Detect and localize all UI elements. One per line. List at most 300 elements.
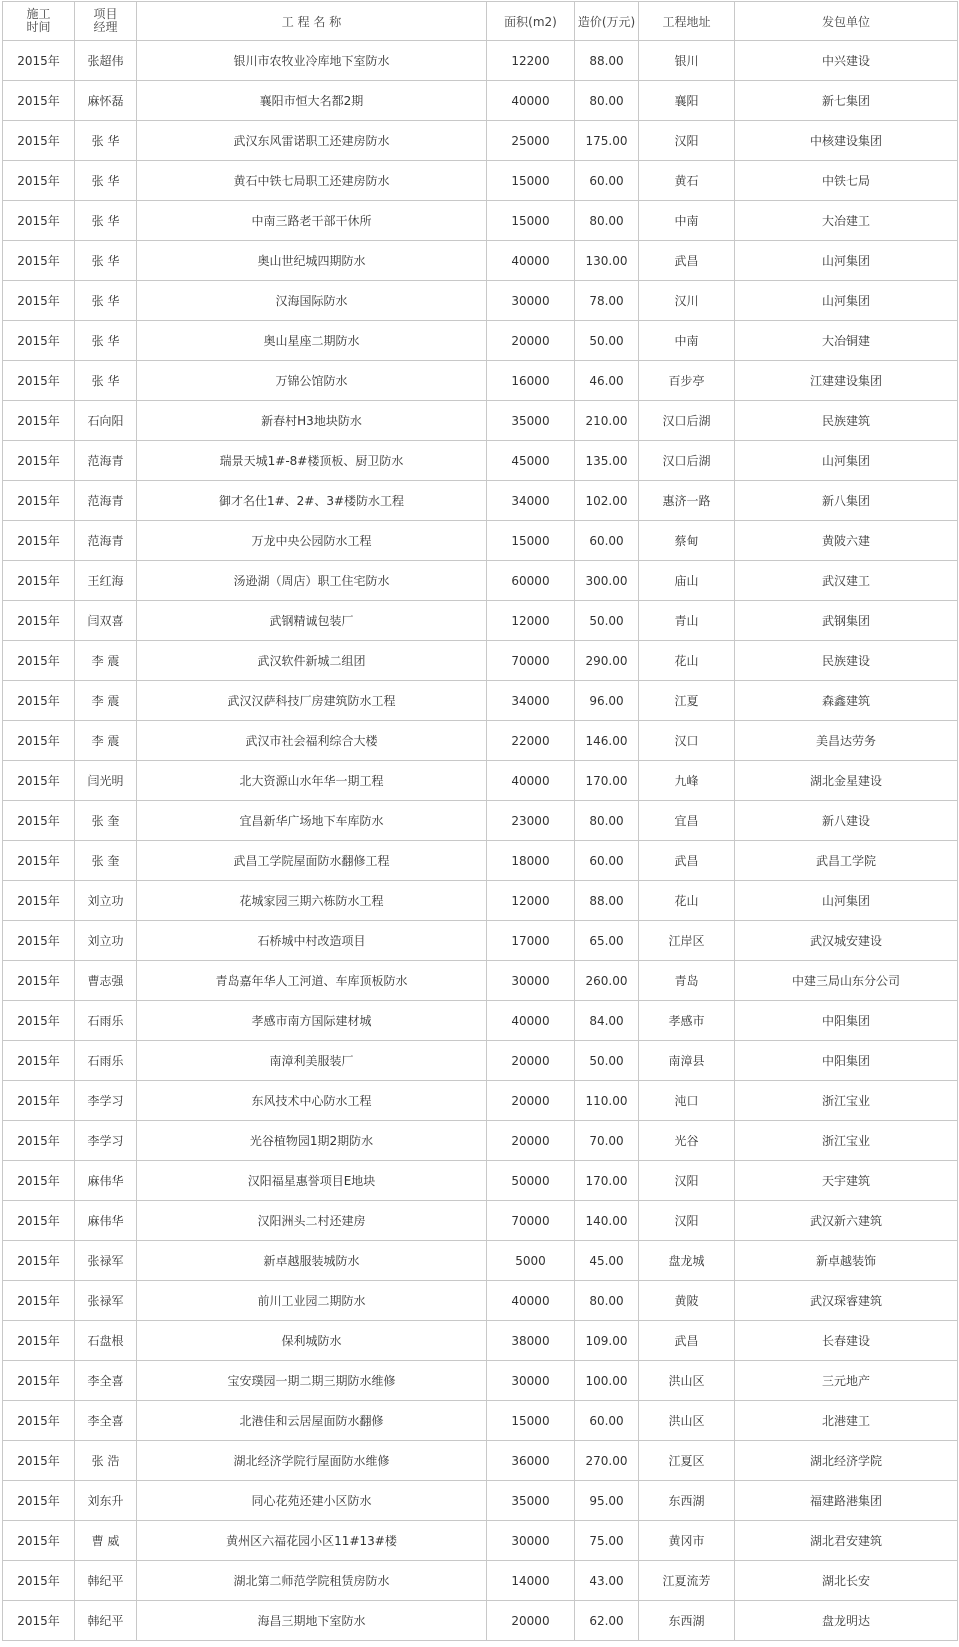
table-row — [3, 641, 958, 681]
cell-client: 中阳集团 — [735, 1001, 958, 1041]
table-row — [3, 1041, 958, 1081]
cell-project-name: 同心花苑还建小区防水 — [137, 1481, 487, 1521]
cell-cost: 60.00 — [575, 161, 639, 201]
cell-project-name: 北港佳和云居屋面防水翻修 — [137, 1401, 487, 1441]
cell-year: 2015年 — [3, 761, 75, 801]
table-row — [3, 1401, 958, 1441]
table-row — [3, 1281, 958, 1321]
cell-project-name: 武汉汉萨科技厂房建筑防水工程 — [137, 681, 487, 721]
cell-area: 20000 — [487, 1121, 575, 1161]
cell-client: 新八建设 — [735, 801, 958, 841]
cell-client: 北港建工 — [735, 1401, 958, 1441]
cell-client: 中建三局山东分公司 — [735, 961, 958, 1001]
cell-project-name: 汉阳福星惠誉项目E地块 — [137, 1161, 487, 1201]
cell-client: 新八集团 — [735, 481, 958, 521]
table-row — [3, 1361, 958, 1401]
cell-area: 36000 — [487, 1441, 575, 1481]
cell-year: 2015年 — [3, 241, 75, 281]
cell-area: 12000 — [487, 601, 575, 641]
cell-manager: 张 奎 — [75, 801, 137, 841]
cell-area: 20000 — [487, 1601, 575, 1641]
cell-project-name: 汤逊湖（周店）职工住宅防水 — [137, 561, 487, 601]
cell-client: 江建建设集团 — [735, 361, 958, 401]
cell-project-name: 万锦公馆防水 — [137, 361, 487, 401]
cell-manager: 李 震 — [75, 641, 137, 681]
cell-year: 2015年 — [3, 681, 75, 721]
cell-cost: 80.00 — [575, 81, 639, 121]
cell-cost: 50.00 — [575, 1041, 639, 1081]
cell-manager: 张 奎 — [75, 841, 137, 881]
cell-client: 山河集团 — [735, 281, 958, 321]
cell-cost: 290.00 — [575, 641, 639, 681]
table-row — [3, 681, 958, 721]
cell-project-name: 汉阳洲头二村还建房 — [137, 1201, 487, 1241]
table-row — [3, 361, 958, 401]
header-client: 发包单位 — [735, 2, 958, 41]
cell-cost: 170.00 — [575, 761, 639, 801]
cell-manager: 张 华 — [75, 201, 137, 241]
cell-project-name: 襄阳市恒大名都2期 — [137, 81, 487, 121]
header-row — [3, 2, 958, 41]
header-area: 面积(m2) — [487, 2, 575, 41]
cell-project-name: 中南三路老干部干休所 — [137, 201, 487, 241]
cell-cost: 140.00 — [575, 1201, 639, 1241]
cell-manager: 范海青 — [75, 441, 137, 481]
cell-manager: 张 华 — [75, 161, 137, 201]
cell-area: 30000 — [487, 281, 575, 321]
cell-location: 江夏流芳 — [639, 1561, 735, 1601]
cell-cost: 80.00 — [575, 201, 639, 241]
cell-year: 2015年 — [3, 1241, 75, 1281]
cell-manager: 张 华 — [75, 361, 137, 401]
table-row — [3, 441, 958, 481]
cell-year: 2015年 — [3, 721, 75, 761]
cell-location: 黄冈市 — [639, 1521, 735, 1561]
cell-client: 中核建设集团 — [735, 121, 958, 161]
cell-project-name: 东风技术中心防水工程 — [137, 1081, 487, 1121]
cell-client: 民族建设 — [735, 641, 958, 681]
cell-location: 黄石 — [639, 161, 735, 201]
table-row — [3, 921, 958, 961]
cell-client: 武汉城安建设 — [735, 921, 958, 961]
cell-client: 山河集团 — [735, 441, 958, 481]
table-header — [3, 2, 958, 41]
cell-location: 青山 — [639, 601, 735, 641]
cell-area: 30000 — [487, 961, 575, 1001]
cell-area: 30000 — [487, 1521, 575, 1561]
cell-client: 新卓越装饰 — [735, 1241, 958, 1281]
cell-area: 30000 — [487, 1361, 575, 1401]
cell-client: 中阳集团 — [735, 1041, 958, 1081]
cell-area: 40000 — [487, 1001, 575, 1041]
cell-year: 2015年 — [3, 441, 75, 481]
cell-cost: 50.00 — [575, 321, 639, 361]
cell-project-name: 武昌工学院屋面防水翻修工程 — [137, 841, 487, 881]
table-row — [3, 1321, 958, 1361]
cell-cost: 60.00 — [575, 841, 639, 881]
cell-manager: 韩纪平 — [75, 1561, 137, 1601]
cell-cost: 102.00 — [575, 481, 639, 521]
table-row — [3, 1201, 958, 1241]
cell-year: 2015年 — [3, 41, 75, 81]
cell-location: 江岸区 — [639, 921, 735, 961]
cell-location: 襄阳 — [639, 81, 735, 121]
cell-area: 40000 — [487, 1281, 575, 1321]
cell-area: 23000 — [487, 801, 575, 841]
cell-project-name: 湖北经济学院行屋面防水维修 — [137, 1441, 487, 1481]
cell-year: 2015年 — [3, 601, 75, 641]
cell-project-name: 御才名仕1#、2#、3#楼防水工程 — [137, 481, 487, 521]
cell-cost: 46.00 — [575, 361, 639, 401]
cell-client: 美昌达劳务 — [735, 721, 958, 761]
cell-area: 35000 — [487, 1481, 575, 1521]
cell-cost: 80.00 — [575, 801, 639, 841]
cell-year: 2015年 — [3, 1561, 75, 1601]
cell-client: 武钢集团 — [735, 601, 958, 641]
cell-area: 18000 — [487, 841, 575, 881]
cell-manager: 李全喜 — [75, 1361, 137, 1401]
cell-manager: 曹 威 — [75, 1521, 137, 1561]
cell-manager: 刘立功 — [75, 881, 137, 921]
table-row — [3, 1561, 958, 1601]
cell-cost: 146.00 — [575, 721, 639, 761]
table-row — [3, 801, 958, 841]
cell-location: 武昌 — [639, 841, 735, 881]
cell-project-name: 南漳利美服装厂 — [137, 1041, 487, 1081]
cell-project-name: 海昌三期地下室防水 — [137, 1601, 487, 1641]
cell-year: 2015年 — [3, 1401, 75, 1441]
cell-area: 40000 — [487, 81, 575, 121]
cell-cost: 75.00 — [575, 1521, 639, 1561]
cell-location: 汉口 — [639, 721, 735, 761]
cell-location: 蔡甸 — [639, 521, 735, 561]
cell-area: 15000 — [487, 1401, 575, 1441]
cell-cost: 78.00 — [575, 281, 639, 321]
cell-project-name: 奥山星座二期防水 — [137, 321, 487, 361]
table-row — [3, 481, 958, 521]
table-row — [3, 401, 958, 441]
cell-manager: 李学习 — [75, 1081, 137, 1121]
cell-project-name: 青岛嘉年华人工河道、车库顶板防水 — [137, 961, 487, 1001]
cell-location: 光谷 — [639, 1121, 735, 1161]
cell-area: 60000 — [487, 561, 575, 601]
cell-year: 2015年 — [3, 961, 75, 1001]
cell-area: 22000 — [487, 721, 575, 761]
cell-year: 2015年 — [3, 1161, 75, 1201]
cell-manager: 曹志强 — [75, 961, 137, 1001]
cell-location: 汉阳 — [639, 1161, 735, 1201]
cell-year: 2015年 — [3, 361, 75, 401]
cell-year: 2015年 — [3, 641, 75, 681]
cell-cost: 100.00 — [575, 1361, 639, 1401]
cell-year: 2015年 — [3, 921, 75, 961]
table-row — [3, 601, 958, 641]
cell-area: 20000 — [487, 321, 575, 361]
cell-cost: 270.00 — [575, 1441, 639, 1481]
cell-client: 长春建设 — [735, 1321, 958, 1361]
cell-manager: 张超伟 — [75, 41, 137, 81]
cell-project-name: 北大资源山水年华一期工程 — [137, 761, 487, 801]
table-body — [3, 41, 958, 1641]
table-row — [3, 1161, 958, 1201]
cell-project-name: 光谷植物园1期2期防水 — [137, 1121, 487, 1161]
cell-year: 2015年 — [3, 1201, 75, 1241]
cell-manager: 张 华 — [75, 121, 137, 161]
cell-cost: 96.00 — [575, 681, 639, 721]
cell-area: 14000 — [487, 1561, 575, 1601]
cell-year: 2015年 — [3, 1321, 75, 1361]
table-row — [3, 721, 958, 761]
cell-area: 35000 — [487, 401, 575, 441]
cell-year: 2015年 — [3, 1281, 75, 1321]
projects-table — [2, 1, 958, 1641]
cell-manager: 石雨乐 — [75, 1041, 137, 1081]
cell-location: 花山 — [639, 641, 735, 681]
table-row — [3, 281, 958, 321]
cell-project-name: 武汉东风雷诺职工还建房防水 — [137, 121, 487, 161]
cell-year: 2015年 — [3, 201, 75, 241]
cell-project-name: 保利城防水 — [137, 1321, 487, 1361]
cell-cost: 65.00 — [575, 921, 639, 961]
cell-project-name: 孝感市南方国际建材城 — [137, 1001, 487, 1041]
cell-project-name: 石桥城中村改造项目 — [137, 921, 487, 961]
cell-cost: 43.00 — [575, 1561, 639, 1601]
cell-client: 浙江宝业 — [735, 1121, 958, 1161]
cell-client: 三元地产 — [735, 1361, 958, 1401]
cell-manager: 石雨乐 — [75, 1001, 137, 1041]
cell-manager: 刘东升 — [75, 1481, 137, 1521]
cell-location: 沌口 — [639, 1081, 735, 1121]
cell-area: 20000 — [487, 1041, 575, 1081]
cell-location: 洪山区 — [639, 1361, 735, 1401]
cell-manager: 范海青 — [75, 521, 137, 561]
cell-manager: 麻伟华 — [75, 1201, 137, 1241]
cell-manager: 韩纪平 — [75, 1601, 137, 1641]
cell-client: 盘龙明达 — [735, 1601, 958, 1641]
cell-manager: 张 华 — [75, 281, 137, 321]
cell-area: 12000 — [487, 881, 575, 921]
cell-manager: 麻伟华 — [75, 1161, 137, 1201]
table-row — [3, 41, 958, 81]
cell-cost: 175.00 — [575, 121, 639, 161]
cell-project-name: 黄州区六福花园小区11#13#楼 — [137, 1521, 487, 1561]
cell-location: 洪山区 — [639, 1401, 735, 1441]
table-row — [3, 521, 958, 561]
cell-client: 黄陂六建 — [735, 521, 958, 561]
cell-client: 新七集团 — [735, 81, 958, 121]
cell-area: 12200 — [487, 41, 575, 81]
cell-client: 山河集团 — [735, 241, 958, 281]
cell-location: 花山 — [639, 881, 735, 921]
cell-year: 2015年 — [3, 1601, 75, 1641]
cell-location: 中南 — [639, 201, 735, 241]
cell-client: 福建路港集团 — [735, 1481, 958, 1521]
cell-project-name: 武汉市社会福利综合大楼 — [137, 721, 487, 761]
cell-cost: 84.00 — [575, 1001, 639, 1041]
cell-project-name: 湖北第二师范学院租赁房防水 — [137, 1561, 487, 1601]
cell-location: 青岛 — [639, 961, 735, 1001]
cell-cost: 45.00 — [575, 1241, 639, 1281]
table-row — [3, 761, 958, 801]
table-row — [3, 961, 958, 1001]
cell-year: 2015年 — [3, 121, 75, 161]
cell-location: 东西湖 — [639, 1481, 735, 1521]
cell-client: 湖北经济学院 — [735, 1441, 958, 1481]
cell-area: 70000 — [487, 1201, 575, 1241]
cell-client: 中兴建设 — [735, 41, 958, 81]
cell-year: 2015年 — [3, 81, 75, 121]
cell-area: 15000 — [487, 521, 575, 561]
table-row — [3, 841, 958, 881]
cell-manager: 麻怀磊 — [75, 81, 137, 121]
table-row — [3, 881, 958, 921]
header-year: 施工 时间 — [3, 2, 75, 41]
cell-cost: 60.00 — [575, 521, 639, 561]
table-row — [3, 561, 958, 601]
cell-cost: 50.00 — [575, 601, 639, 641]
cell-project-name: 汉海国际防水 — [137, 281, 487, 321]
cell-project-name: 前川工业园二期防水 — [137, 1281, 487, 1321]
cell-year: 2015年 — [3, 1481, 75, 1521]
cell-location: 汉阳 — [639, 121, 735, 161]
cell-year: 2015年 — [3, 1441, 75, 1481]
cell-project-name: 新春村H3地块防水 — [137, 401, 487, 441]
table-row — [3, 161, 958, 201]
cell-year: 2015年 — [3, 161, 75, 201]
cell-year: 2015年 — [3, 1001, 75, 1041]
cell-year: 2015年 — [3, 281, 75, 321]
cell-area: 40000 — [487, 761, 575, 801]
cell-location: 江夏 — [639, 681, 735, 721]
table-row — [3, 1481, 958, 1521]
cell-project-name: 武汉软件新城二组团 — [137, 641, 487, 681]
cell-cost: 300.00 — [575, 561, 639, 601]
cell-client: 大冶建工 — [735, 201, 958, 241]
cell-location: 庙山 — [639, 561, 735, 601]
header-location: 工程地址 — [639, 2, 735, 41]
table-row — [3, 1001, 958, 1041]
cell-location: 南漳县 — [639, 1041, 735, 1081]
table-row — [3, 321, 958, 361]
cell-year: 2015年 — [3, 1121, 75, 1161]
cell-client: 山河集团 — [735, 881, 958, 921]
cell-year: 2015年 — [3, 521, 75, 561]
cell-client: 湖北君安建筑 — [735, 1521, 958, 1561]
cell-project-name: 银川市农牧业冷库地下室防水 — [137, 41, 487, 81]
table-row — [3, 1241, 958, 1281]
cell-area: 70000 — [487, 641, 575, 681]
cell-manager: 闫光明 — [75, 761, 137, 801]
table-row — [3, 1081, 958, 1121]
cell-year: 2015年 — [3, 841, 75, 881]
cell-client: 森鑫建筑 — [735, 681, 958, 721]
cell-location: 百步亭 — [639, 361, 735, 401]
cell-project-name: 万龙中央公园防水工程 — [137, 521, 487, 561]
cell-project-name: 奥山世纪城四期防水 — [137, 241, 487, 281]
cell-area: 15000 — [487, 161, 575, 201]
cell-area: 20000 — [487, 1081, 575, 1121]
cell-area: 50000 — [487, 1161, 575, 1201]
cell-manager: 张禄军 — [75, 1241, 137, 1281]
cell-manager: 刘立功 — [75, 921, 137, 961]
cell-client: 天宇建筑 — [735, 1161, 958, 1201]
cell-area: 40000 — [487, 241, 575, 281]
cell-manager: 范海青 — [75, 481, 137, 521]
cell-location: 武昌 — [639, 1321, 735, 1361]
cell-location: 宜昌 — [639, 801, 735, 841]
cell-area: 16000 — [487, 361, 575, 401]
cell-area: 5000 — [487, 1241, 575, 1281]
cell-cost: 80.00 — [575, 1281, 639, 1321]
cell-client: 武汉琛睿建筑 — [735, 1281, 958, 1321]
table-row — [3, 1521, 958, 1561]
cell-cost: 260.00 — [575, 961, 639, 1001]
cell-manager: 李学习 — [75, 1121, 137, 1161]
cell-location: 汉口后湖 — [639, 441, 735, 481]
cell-area: 25000 — [487, 121, 575, 161]
cell-cost: 110.00 — [575, 1081, 639, 1121]
cell-year: 2015年 — [3, 881, 75, 921]
cell-location: 汉口后湖 — [639, 401, 735, 441]
cell-cost: 210.00 — [575, 401, 639, 441]
cell-client: 浙江宝业 — [735, 1081, 958, 1121]
cell-cost: 135.00 — [575, 441, 639, 481]
table-row — [3, 1441, 958, 1481]
cell-manager: 石向阳 — [75, 401, 137, 441]
cell-cost: 88.00 — [575, 881, 639, 921]
cell-year: 2015年 — [3, 1041, 75, 1081]
table-row — [3, 1121, 958, 1161]
cell-project-name: 新卓越服装城防水 — [137, 1241, 487, 1281]
cell-area: 17000 — [487, 921, 575, 961]
cell-area: 34000 — [487, 481, 575, 521]
cell-manager: 石盘根 — [75, 1321, 137, 1361]
cell-client: 武昌工学院 — [735, 841, 958, 881]
cell-year: 2015年 — [3, 321, 75, 361]
cell-location: 江夏区 — [639, 1441, 735, 1481]
cell-client: 湖北金星建设 — [735, 761, 958, 801]
cell-location: 武昌 — [639, 241, 735, 281]
cell-project-name: 瑞景天城1#-8#楼顶板、厨卫防水 — [137, 441, 487, 481]
cell-cost: 88.00 — [575, 41, 639, 81]
table-row — [3, 241, 958, 281]
cell-project-name: 武钢精诚包装厂 — [137, 601, 487, 641]
cell-manager: 张 华 — [75, 241, 137, 281]
cell-project-name: 花城家园三期六栋防水工程 — [137, 881, 487, 921]
cell-cost: 95.00 — [575, 1481, 639, 1521]
cell-project-name: 黄石中铁七局职工还建房防水 — [137, 161, 487, 201]
cell-manager: 闫双喜 — [75, 601, 137, 641]
cell-area: 34000 — [487, 681, 575, 721]
cell-client: 大冶铜建 — [735, 321, 958, 361]
cell-manager: 张禄军 — [75, 1281, 137, 1321]
cell-manager: 李全喜 — [75, 1401, 137, 1441]
table-row — [3, 201, 958, 241]
cell-cost: 170.00 — [575, 1161, 639, 1201]
cell-manager: 李 震 — [75, 721, 137, 761]
header-project-name: 工 程 名 称 — [137, 2, 487, 41]
cell-client: 民族建筑 — [735, 401, 958, 441]
cell-manager: 王红海 — [75, 561, 137, 601]
cell-manager: 张 浩 — [75, 1441, 137, 1481]
header-manager: 项目 经理 — [75, 2, 137, 41]
cell-location: 东西湖 — [639, 1601, 735, 1641]
cell-manager: 李 震 — [75, 681, 137, 721]
table-row — [3, 81, 958, 121]
cell-location: 孝感市 — [639, 1001, 735, 1041]
cell-cost: 130.00 — [575, 241, 639, 281]
cell-location: 汉阳 — [639, 1201, 735, 1241]
